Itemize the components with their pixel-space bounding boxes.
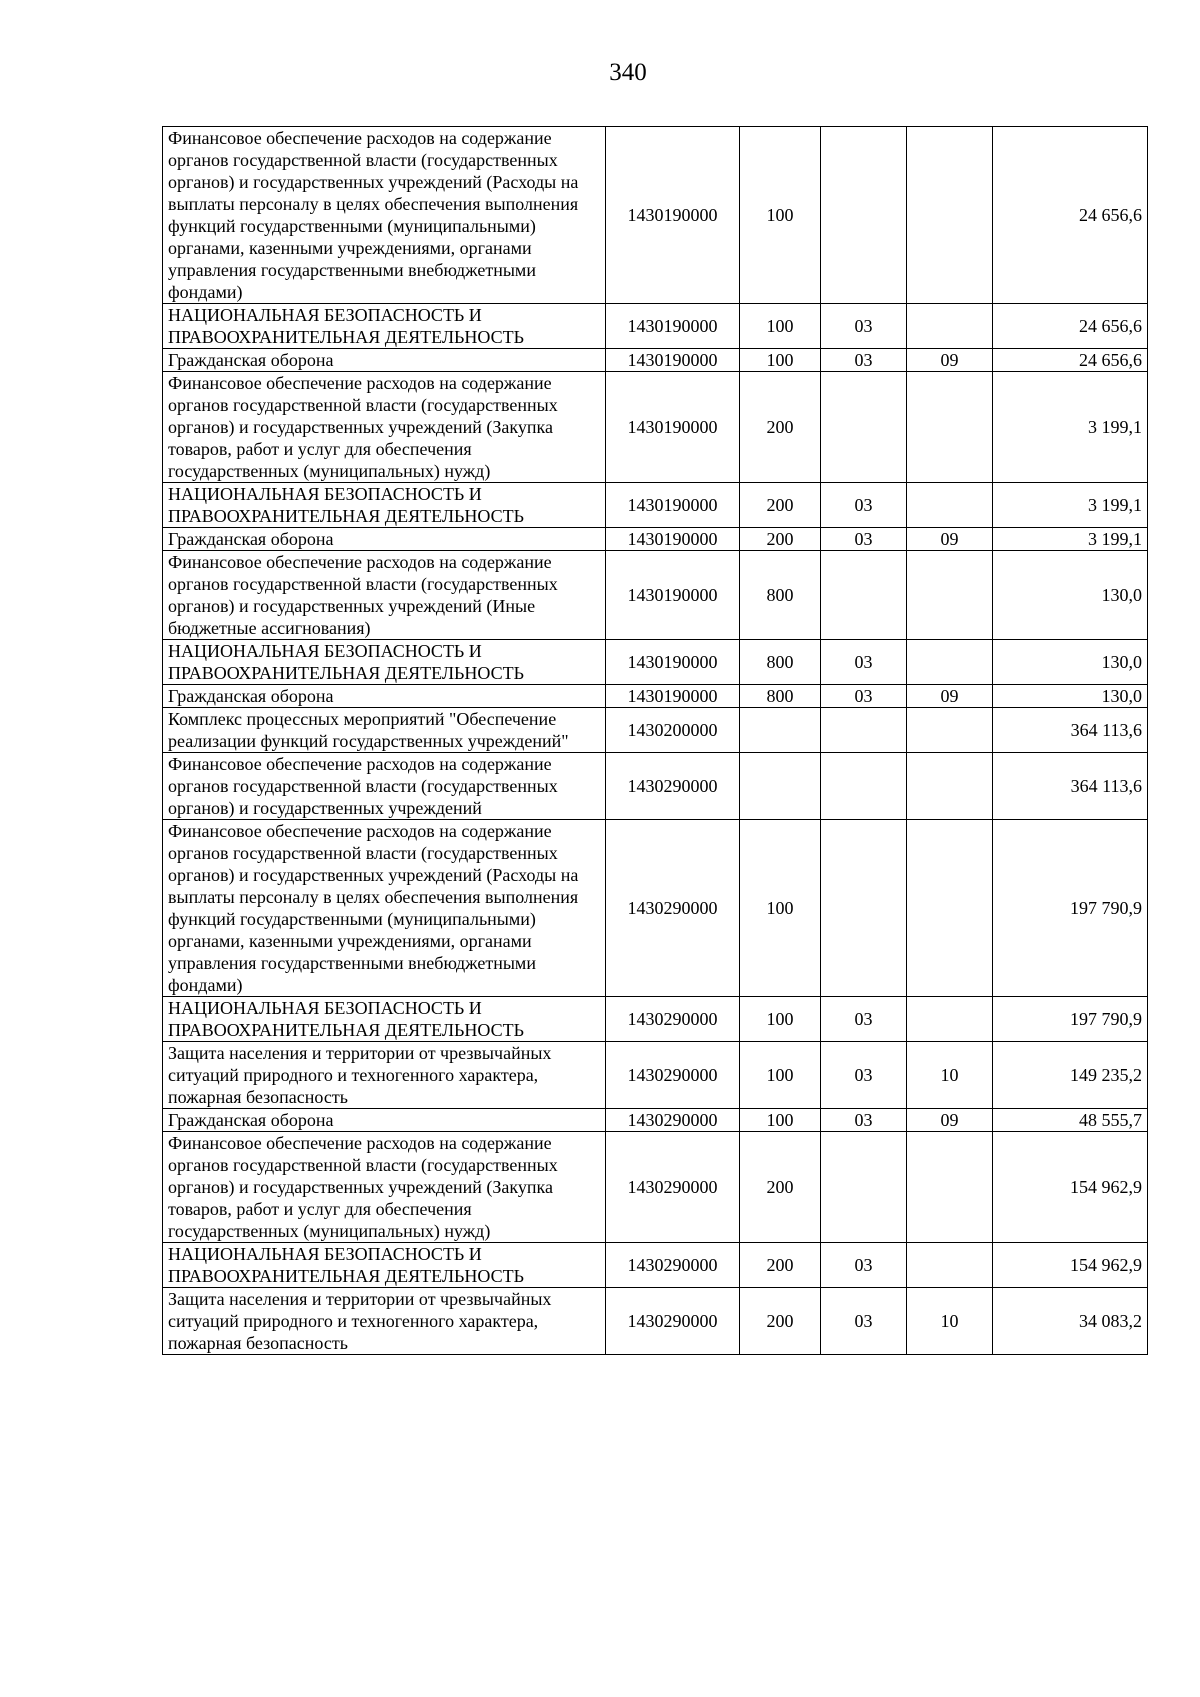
amount-cell: 48 555,7 <box>993 1109 1148 1132</box>
section-cell: 03 <box>821 1042 907 1109</box>
table-row <box>163 1109 1148 1132</box>
subsection-cell <box>907 304 993 349</box>
expense-name-cell: Финансовое обеспечение расходов на содержание органов государственной власти (государственных органов) и государственных учреждений (Закупка товаров, работ и услуг для обеспечения государственных (муниципальных) нужд) <box>163 372 606 483</box>
subsection-cell <box>907 708 993 753</box>
amount-cell: 24 656,6 <box>993 127 1148 304</box>
subsection-cell: 09 <box>907 349 993 372</box>
amount-cell: 364 113,6 <box>993 708 1148 753</box>
expense-type-cell: 200 <box>740 372 821 483</box>
section-cell: 03 <box>821 528 907 551</box>
amount-cell: 3 199,1 <box>993 372 1148 483</box>
table-row <box>163 820 1148 997</box>
expense-name-cell: Защита населения и территории от чрезвычайных ситуаций природного и техногенного характера, пожарная безопасность <box>163 1288 606 1355</box>
amount-cell: 130,0 <box>993 551 1148 640</box>
subsection-cell <box>907 551 993 640</box>
expense-type-cell: 200 <box>740 528 821 551</box>
target-article-cell: 1430290000 <box>606 1243 740 1288</box>
table-row <box>163 997 1148 1042</box>
expense-type-cell: 100 <box>740 820 821 997</box>
table-row <box>163 127 1148 304</box>
section-cell: 03 <box>821 483 907 528</box>
subsection-cell <box>907 483 993 528</box>
table-row <box>163 1288 1148 1355</box>
subsection-cell <box>907 127 993 304</box>
expense-type-cell: 200 <box>740 483 821 528</box>
table-row <box>163 753 1148 820</box>
table-row <box>163 1042 1148 1109</box>
expense-name-cell: Гражданская оборона <box>163 1109 606 1132</box>
target-article-cell: 1430190000 <box>606 127 740 304</box>
table-row <box>163 304 1148 349</box>
expense-name-cell: Финансовое обеспечение расходов на содержание органов государственной власти (государственных органов) и государственных учреждений (Закупка товаров, работ и услуг для обеспечения государственных (муниципальных) нужд) <box>163 1132 606 1243</box>
amount-cell: 130,0 <box>993 640 1148 685</box>
section-cell: 03 <box>821 1109 907 1132</box>
amount-cell: 364 113,6 <box>993 753 1148 820</box>
expense-type-cell: 800 <box>740 640 821 685</box>
section-cell <box>821 1132 907 1243</box>
expense-type-cell: 100 <box>740 349 821 372</box>
amount-cell: 24 656,6 <box>993 304 1148 349</box>
target-article-cell: 1430190000 <box>606 685 740 708</box>
expense-name-cell: Финансовое обеспечение расходов на содержание органов государственной власти (государственных органов) и государственных учреждений <box>163 753 606 820</box>
expense-type-cell: 200 <box>740 1132 821 1243</box>
section-cell: 03 <box>821 349 907 372</box>
target-article-cell: 1430190000 <box>606 349 740 372</box>
subsection-cell <box>907 820 993 997</box>
target-article-cell: 1430290000 <box>606 1042 740 1109</box>
expense-type-cell: 100 <box>740 1109 821 1132</box>
expense-name-cell: Защита населения и территории от чрезвычайных ситуаций природного и техногенного характера, пожарная безопасность <box>163 1042 606 1109</box>
section-cell <box>821 551 907 640</box>
page-number: 340 <box>609 59 647 86</box>
expense-type-cell: 800 <box>740 551 821 640</box>
target-article-cell: 1430190000 <box>606 483 740 528</box>
target-article-cell: 1430290000 <box>606 997 740 1042</box>
subsection-cell <box>907 753 993 820</box>
amount-cell: 154 962,9 <box>993 1132 1148 1243</box>
subsection-cell <box>907 372 993 483</box>
section-cell: 03 <box>821 1243 907 1288</box>
expense-type-cell: 200 <box>740 1243 821 1288</box>
target-article-cell: 1430200000 <box>606 708 740 753</box>
table-row <box>163 483 1148 528</box>
amount-cell: 34 083,2 <box>993 1288 1148 1355</box>
amount-cell: 130,0 <box>993 685 1148 708</box>
expense-name-cell: Гражданская оборона <box>163 528 606 551</box>
section-cell <box>821 753 907 820</box>
table-row <box>163 372 1148 483</box>
section-cell: 03 <box>821 997 907 1042</box>
subsection-cell: 09 <box>907 685 993 708</box>
amount-cell: 197 790,9 <box>993 820 1148 997</box>
amount-cell: 24 656,6 <box>993 349 1148 372</box>
target-article-cell: 1430190000 <box>606 372 740 483</box>
section-cell: 03 <box>821 1288 907 1355</box>
subsection-cell: 10 <box>907 1042 993 1109</box>
amount-cell: 3 199,1 <box>993 528 1148 551</box>
expense-type-cell: 800 <box>740 685 821 708</box>
table-row <box>163 1132 1148 1243</box>
expense-name-cell: Финансовое обеспечение расходов на содержание органов государственной власти (государственных органов) и государственных учреждений (Расходы на выплаты персоналу в целях обеспечения выполнения функций государственными (муниципальными) органами, казенными учреждениями, органами управления государственными внебюджетными фондами) <box>163 820 606 997</box>
expense-name-cell: НАЦИОНАЛЬНАЯ БЕЗОПАСНОСТЬ И ПРАВООХРАНИТЕЛЬНАЯ ДЕЯТЕЛЬНОСТЬ <box>163 483 606 528</box>
amount-cell: 154 962,9 <box>993 1243 1148 1288</box>
expense-type-cell: 100 <box>740 127 821 304</box>
subsection-cell: 10 <box>907 1288 993 1355</box>
subsection-cell <box>907 997 993 1042</box>
section-cell: 03 <box>821 304 907 349</box>
section-cell <box>821 127 907 304</box>
expense-name-cell: Гражданская оборона <box>163 685 606 708</box>
table-row <box>163 708 1148 753</box>
expense-type-cell: 200 <box>740 1288 821 1355</box>
budget-table-body <box>163 127 1148 1355</box>
table-row <box>163 1243 1148 1288</box>
target-article-cell: 1430290000 <box>606 753 740 820</box>
section-cell: 03 <box>821 685 907 708</box>
expense-name-cell: Гражданская оборона <box>163 349 606 372</box>
section-cell <box>821 372 907 483</box>
target-article-cell: 1430190000 <box>606 551 740 640</box>
table-row <box>163 528 1148 551</box>
target-article-cell: 1430290000 <box>606 1109 740 1132</box>
expense-name-cell: Финансовое обеспечение расходов на содержание органов государственной власти (государственных органов) и государственных учреждений (Иные бюджетные ассигнования) <box>163 551 606 640</box>
table-row <box>163 685 1148 708</box>
section-cell: 03 <box>821 640 907 685</box>
expense-name-cell: НАЦИОНАЛЬНАЯ БЕЗОПАСНОСТЬ И ПРАВООХРАНИТЕЛЬНАЯ ДЕЯТЕЛЬНОСТЬ <box>163 997 606 1042</box>
expense-type-cell: 100 <box>740 304 821 349</box>
target-article-cell: 1430290000 <box>606 1288 740 1355</box>
expense-type-cell: 100 <box>740 1042 821 1109</box>
expense-name-cell: Финансовое обеспечение расходов на содержание органов государственной власти (государственных органов) и государственных учреждений (Расходы на выплаты персоналу в целях обеспечения выполнения функций государственными (муниципальными) органами, казенными учреждениями, органами управления государственными внебюджетными фондами) <box>163 127 606 304</box>
target-article-cell: 1430290000 <box>606 820 740 997</box>
amount-cell: 3 199,1 <box>993 483 1148 528</box>
subsection-cell <box>907 640 993 685</box>
expense-type-cell <box>740 753 821 820</box>
amount-cell: 197 790,9 <box>993 997 1148 1042</box>
budget-table <box>162 126 1148 1355</box>
subsection-cell <box>907 1132 993 1243</box>
expense-name-cell: НАЦИОНАЛЬНАЯ БЕЗОПАСНОСТЬ И ПРАВООХРАНИТЕЛЬНАЯ ДЕЯТЕЛЬНОСТЬ <box>163 1243 606 1288</box>
expense-type-cell: 100 <box>740 997 821 1042</box>
expense-name-cell: НАЦИОНАЛЬНАЯ БЕЗОПАСНОСТЬ И ПРАВООХРАНИТЕЛЬНАЯ ДЕЯТЕЛЬНОСТЬ <box>163 304 606 349</box>
target-article-cell: 1430190000 <box>606 528 740 551</box>
expense-name-cell: НАЦИОНАЛЬНАЯ БЕЗОПАСНОСТЬ И ПРАВООХРАНИТЕЛЬНАЯ ДЕЯТЕЛЬНОСТЬ <box>163 640 606 685</box>
table-row <box>163 640 1148 685</box>
subsection-cell: 09 <box>907 528 993 551</box>
subsection-cell <box>907 1243 993 1288</box>
table-row <box>163 551 1148 640</box>
subsection-cell: 09 <box>907 1109 993 1132</box>
target-article-cell: 1430190000 <box>606 304 740 349</box>
target-article-cell: 1430290000 <box>606 1132 740 1243</box>
amount-cell: 149 235,2 <box>993 1042 1148 1109</box>
expense-type-cell <box>740 708 821 753</box>
expense-name-cell: Комплекс процессных мероприятий "Обеспечение реализации функций государственных учреждений" <box>163 708 606 753</box>
section-cell <box>821 708 907 753</box>
section-cell <box>821 820 907 997</box>
table-row <box>163 349 1148 372</box>
target-article-cell: 1430190000 <box>606 640 740 685</box>
